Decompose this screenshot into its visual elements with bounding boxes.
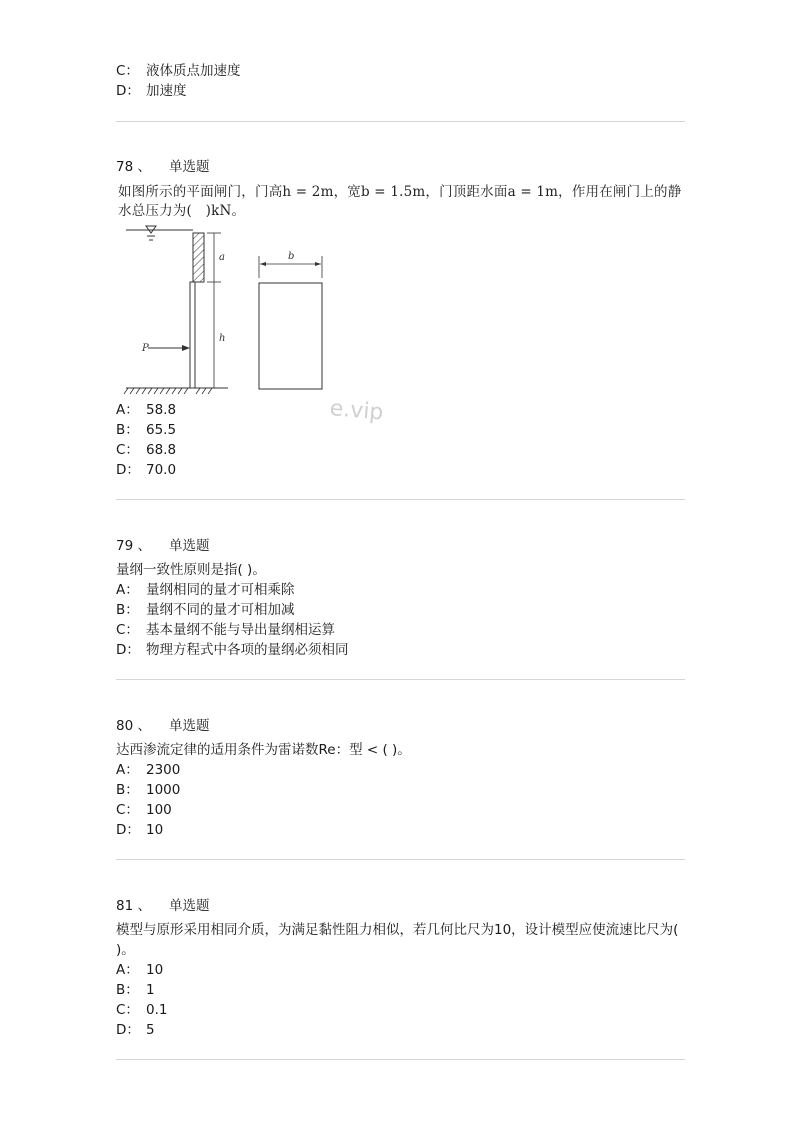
question-79-header: 79 、 单选题 — [116, 538, 210, 554]
question-78-option-b[interactable]: B： 65.5 — [116, 422, 177, 438]
question-79-option-c[interactable]: C： 基本量纲不能与导出量纲相运算 — [116, 622, 335, 638]
divider — [116, 679, 685, 680]
question-78-option-d[interactable]: D： 70.0 — [116, 462, 177, 478]
question-81-stem: 模型与原形采用相同介质，为满足黏性阻力相似，若几何比尺为10，设计模型应使流速比尺为( )。 — [116, 922, 679, 958]
divider — [116, 499, 685, 500]
prev-option-d: D： 加速度 — [116, 83, 187, 99]
question-81-option-b[interactable]: B： 1 — [116, 982, 155, 998]
question-80-option-b[interactable]: B： 1000 — [116, 782, 181, 798]
question-81-option-d[interactable]: D： 5 — [116, 1022, 155, 1038]
question-80-option-d[interactable]: D： 10 — [116, 822, 164, 838]
question-80-option-a[interactable]: A： 2300 — [116, 762, 181, 778]
dim-a-label: a — [219, 252, 225, 263]
question-81-header: 81 、 单选题 — [116, 898, 210, 914]
question-80-header: 80 、 单选题 — [116, 718, 210, 734]
question-78-option-c[interactable]: C： 68.8 — [116, 442, 177, 458]
question-81-option-a[interactable]: A： 10 — [116, 962, 164, 978]
question-79-option-a[interactable]: A： 量纲相同的量才可相乘除 — [116, 582, 295, 598]
question-79-stem: 量纲一致性原则是指( )。 — [116, 562, 266, 578]
question-78-header: 78 、 单选题 — [116, 159, 210, 175]
divider — [116, 1059, 685, 1060]
watermark: e.vip — [328, 396, 385, 426]
divider — [116, 859, 685, 860]
dim-h-label: h — [219, 333, 226, 344]
question-81-option-c[interactable]: C： 0.1 — [116, 1002, 168, 1018]
question-80-stem: 达西渗流定律的适用条件为雷诺数Re：型 < ( )。 — [116, 742, 411, 758]
question-78-option-a[interactable]: A： 58.8 — [116, 402, 177, 418]
question-79-option-d[interactable]: D： 物理方程式中各项的量纲必须相同 — [116, 642, 349, 658]
question-79-option-b[interactable]: B： 量纲不同的量才可相加减 — [116, 602, 295, 618]
dim-b-label: b — [288, 251, 295, 262]
question-80-option-c[interactable]: C： 100 — [116, 802, 172, 818]
divider — [116, 121, 685, 122]
question-78-stem: 如图所示的平面闸门，门高h = 2m，宽b = 1.5m，门顶距水面a = 1m，作用在闸门上的静水总压力为( )kN。 — [118, 184, 682, 219]
force-p-label: P — [142, 343, 149, 354]
prev-option-c: C： 液体质点加速度 — [116, 63, 241, 79]
